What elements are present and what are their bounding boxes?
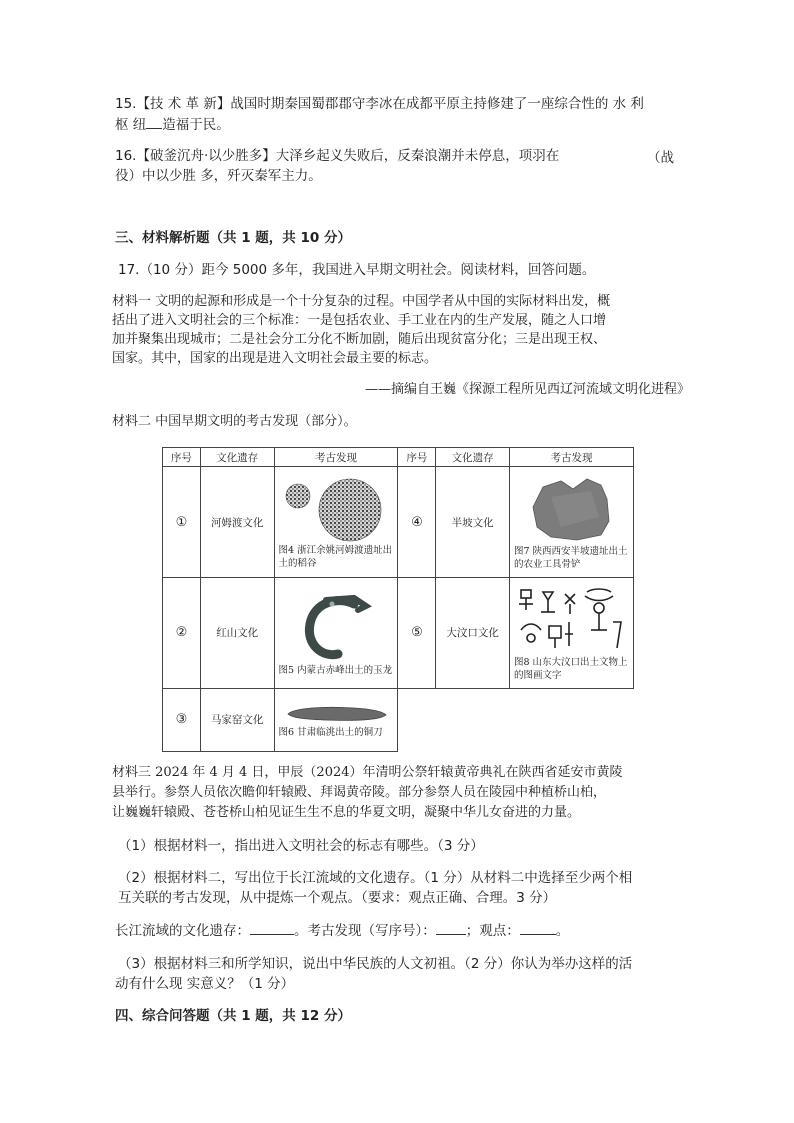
header-finding-left: 考古发现 (274, 448, 398, 467)
pictograph-image (513, 586, 629, 654)
material3-line1: 材料三 2024 年 4 月 4 日，甲辰（2024）年清明公祭轩辕黄帝典礼在陕西省延安市黄陵 (112, 765, 623, 780)
row3-left-finding (274, 688, 398, 752)
material1-line4: 国家。其中，国家的出现是进入文明社会最主要的标志。 (112, 351, 438, 366)
rice-grains-image (278, 478, 394, 542)
jade-dragon-image (296, 592, 376, 662)
q17-intro: 17.（10 分）距今 5000 多年，我国进入早期文明社会。阅读材料，回答问题。 (118, 262, 596, 278)
row1-right-finding (509, 467, 633, 578)
section4-title: 四、综合问答题（共 1 题，共 12 分） (115, 1008, 351, 1024)
sub-question-2-line2: 互关联的考古发现，从中提炼一个观点。（要求：观点正确、合理。3 分） (118, 890, 557, 906)
fill-in-line (115, 920, 569, 941)
row1-left-culture: 河姆渡文化 (200, 467, 274, 578)
table-row (163, 577, 634, 688)
q15-line2 (115, 114, 230, 135)
header-finding-right: 考古发现 (509, 448, 633, 467)
q15-line2-suffix: 造福于民。 (162, 117, 230, 133)
header-num-right: 序号 (398, 448, 436, 467)
row2-right-finding (509, 577, 633, 688)
q15-line1: 15.【技 术 革 新】战国时期秦国蜀郡郡守李冰在成都平原主持修建了一座综合性的 水 利 (115, 96, 644, 112)
header-culture-right: 文化遗存 (436, 448, 510, 467)
sub-question-1: （1）根据材料一，指出进入文明社会的标志有哪些。（3 分） (118, 838, 484, 854)
material1-line2: 括出了进入文明社会的三个标准：一是包括农业、手工业在内的生产发展，随之人口增 (112, 313, 607, 328)
q16-line1-end: （战 (647, 150, 674, 166)
row1-left-caption: 图4 浙江余姚河姆渡遗址出土的稻谷 (278, 544, 393, 569)
q16-line2: 役）中以少胜 多，歼灭秦军主力。 (115, 168, 322, 184)
material2-title: 材料二 中国早期文明的考古发现（部分）。 (112, 414, 357, 429)
q16-line1 (115, 146, 559, 166)
finding-answer-blank[interactable] (436, 920, 466, 935)
header-num-left: 序号 (163, 448, 201, 467)
table-row (163, 688, 634, 752)
sub-question-2-line1: （2）根据材料二，写出位于长江流域的文化遗存。（1 分）从材料二中选择至少两个相 (118, 870, 633, 886)
fill-label-finding: 。考古发现（写序号）： (294, 923, 436, 939)
material3-line2: 县举行。参祭人员依次瞻仰轩辕殿、拜谒黄帝陵。部分参祭人员在陵园中种植桥山柏， (112, 785, 607, 800)
row2-right-culture: 大汶口文化 (436, 577, 510, 688)
row3-left-culture: 马家窑文化 (200, 688, 274, 752)
table-row (163, 467, 634, 578)
row1-right-num: ④ (398, 467, 436, 578)
material1-source: ——摘编自王巍《探源工程所见西辽河流域文明化进程》 (364, 382, 690, 397)
row1-left-num: ① (163, 467, 201, 578)
archaeology-table (162, 447, 634, 752)
culture-answer-blank[interactable] (250, 920, 294, 935)
material1-line3: 加并聚集出现城市；二是社会分工分化不断加剧，随后出现贫富分化；三是出现王权、 (112, 332, 607, 347)
row2-left-culture: 红山文化 (200, 577, 274, 688)
table-header-row (163, 448, 634, 467)
bronze-knife-image (284, 704, 388, 724)
row3-left-num: ③ (163, 688, 201, 752)
q15-answer-blank[interactable] (146, 114, 162, 129)
row2-right-num: ⑤ (398, 577, 436, 688)
row1-left-finding (274, 467, 398, 578)
material3-line3: 让巍巍轩辕殿、苍苍桥山柏见证生生不息的华夏文明，凝聚中华儿女奋进的力量。 (112, 805, 581, 820)
row3-left-caption: 图6 甘肃临洮出土的铜刀 (278, 726, 383, 738)
row3-empty-cell (398, 688, 634, 752)
sub-question-3-line1: （3）根据材料三和所学知识，说出中华民族的人文初祖。（2 分）你认为举办这样的活 (118, 956, 633, 972)
row2-right-caption: 图8 山东大汶口出土文物上的图画文字 (513, 657, 628, 682)
row2-left-caption: 图5 内蒙古赤峰出土的玉龙 (278, 664, 393, 676)
row1-right-culture: 半坡文化 (436, 467, 510, 578)
row2-left-finding (274, 577, 398, 688)
row1-right-caption: 图7 陕西西安半坡遗址出土的农业工具骨铲 (513, 545, 628, 570)
section3-title: 三、材料解析题（共 1 题，共 10 分） (115, 230, 351, 246)
material1-line1: 材料一 文明的起源和形成是一个十分复杂的过程。中国学者从中国的实际材料出发，概 (112, 294, 611, 309)
sub-question-3-line2: 动有什么现 实意义？（1 分） (115, 976, 295, 992)
q15-line2-prefix: 枢 纽 (115, 117, 147, 133)
q16-line1-text: 16.【破釜沉舟·以少胜多】大泽乡起义失败后，反秦浪潮并未停息，项羽在 (115, 148, 560, 164)
view-answer-blank[interactable] (520, 920, 556, 935)
row2-left-num: ② (163, 577, 201, 688)
header-culture-left: 文化遗存 (200, 448, 274, 467)
fill-end: 。 (555, 923, 570, 939)
bone-spade-image (521, 477, 621, 543)
fill-label-view: ；观点： (465, 923, 520, 939)
fill-label-culture: 长江流域的文化遗存： (115, 923, 250, 939)
